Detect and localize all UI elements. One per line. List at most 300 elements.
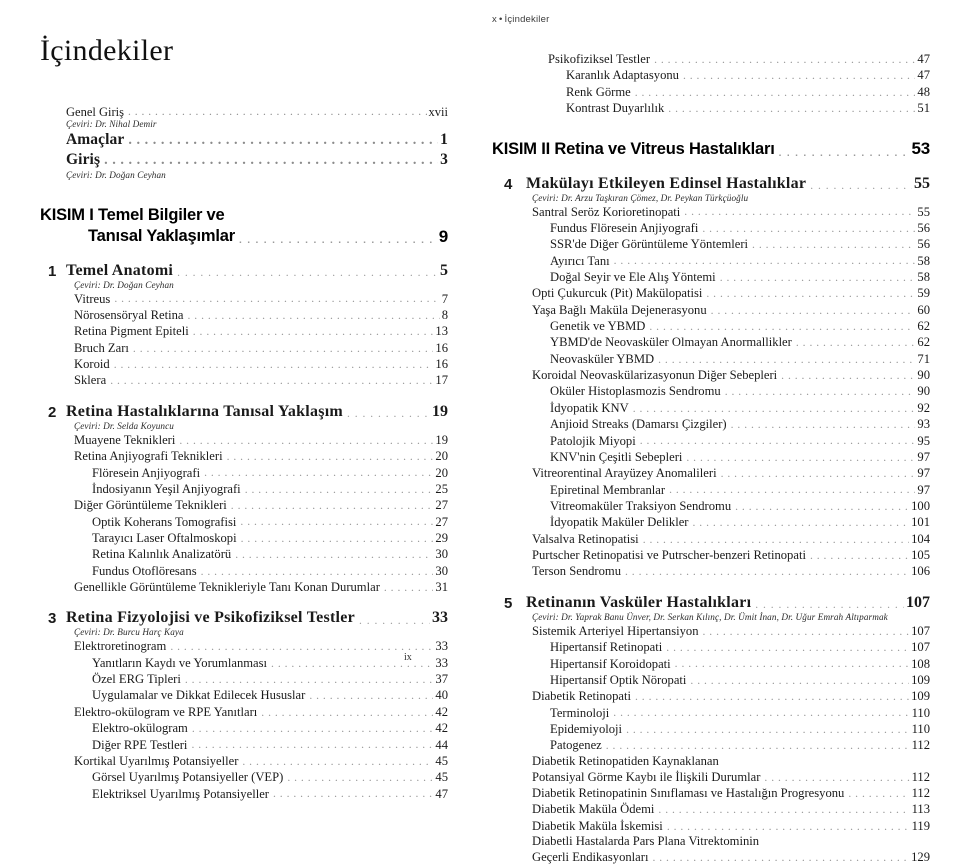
toc-entry-page: 40 [435,688,448,703]
toc-entry[interactable] [74,291,448,307]
toc-entry-label: Hipertansif Koroidopati [550,656,671,671]
toc-entry-label: Santral Seröz Korioretinopati [532,204,681,219]
toc-entry-label: KNV'nin Çeşitli Sebepleri [550,449,683,464]
toc-entry-page: 71 [917,351,930,366]
toc-entry-label: Uygulamalar ve Dikkat Edilecek Hususlar [92,688,306,703]
toc-entry-page: 47 [435,786,448,801]
toc-entry[interactable] [532,721,930,737]
toc-entry[interactable] [532,318,930,334]
toc-entry[interactable] [74,514,448,530]
part-heading-line2: Tanısal Yaklaşımlar [88,227,235,246]
toc-entry[interactable] [532,302,930,318]
leader-dots [626,725,910,738]
toc-entry[interactable] [532,285,930,301]
part-heading-line2-row [40,226,448,248]
leader-dots [104,155,438,171]
toc-entry-page: 58 [917,269,930,284]
toc-entry-label: Vitreomaküler Traksiyon Sendromu [550,499,732,513]
toc-entry-page: 101 [911,515,930,530]
toc-entry-label: Bruch Zarı [74,340,129,355]
toc-entry-page: 129 [911,850,930,865]
chapter-entries [492,193,930,580]
part-page-number: 9 [438,226,448,246]
toc-entry[interactable] [532,688,930,704]
toc-entry-label: Diabetik Retinopatiden Kaynaklanan [532,753,719,768]
leader-dots [731,420,916,433]
page-title: İçindekiler [40,34,174,67]
chapter-entries [492,612,930,865]
front-matter-list [66,104,448,180]
toc-entry[interactable] [532,769,930,785]
toc-entry[interactable] [532,849,930,865]
toc-entry-label: SSR'de Diğer Görüntüleme Yöntemleri [550,237,749,252]
chapter-heading[interactable] [40,609,448,627]
leader-dots [177,264,438,280]
toc-entry-label: Valsalva Retinopatisi [532,531,639,546]
toc-entry[interactable] [532,416,930,432]
toc-entry[interactable] [74,432,448,448]
chapter-heading[interactable] [40,403,448,421]
chapter-number: 4 [504,175,513,193]
leader-dots [170,642,433,655]
toc-entry-page: 20 [435,449,448,464]
leader-dots [110,376,433,389]
chapter-entries [40,280,448,389]
toc-entry[interactable] [532,253,930,269]
toc-entry[interactable] [532,656,930,672]
leader-dots [764,772,909,785]
chapter-block [492,175,930,580]
leader-dots [643,534,909,547]
translator-credit: Çeviri: Dr. Arzu Taşkıran Çömez, Dr. Peykan Türkçüoğlu [532,192,749,203]
toc-entry-label: Muayene Teknikleri [74,432,176,447]
toc-entry[interactable] [74,769,448,785]
toc-entry[interactable] [532,834,930,849]
toc-entry-page: 95 [917,433,930,448]
leader-dots [848,789,909,802]
toc-entry[interactable] [74,655,448,671]
toc-entry-label: Diğer RPE Testleri [92,737,188,752]
toc-entry[interactable] [74,546,448,562]
toc-entry[interactable] [532,737,930,753]
toc-entry[interactable] [548,51,930,67]
toc-entry-page: 29 [435,530,448,545]
chapter-page-number: 55 [914,174,930,192]
toc-entry[interactable] [548,84,930,100]
leader-dots [179,436,433,449]
leader-dots [201,566,434,579]
chapter-number: 1 [48,262,57,280]
toc-entry-page: 97 [917,466,930,481]
continued-entries-list [492,51,930,116]
leader-dots [796,338,916,351]
toc-entry[interactable] [74,563,448,579]
toc-entry-page: 110 [911,721,930,736]
leader-dots [606,741,910,754]
translator-credit: Çeviri: Dr. Doğan Ceyhan [66,169,166,180]
toc-entry-page: 110 [911,705,930,720]
translator-credit: Çeviri: Dr. Selda Koyuncu [74,420,174,431]
folio-page-number: ix [404,652,412,663]
toc-entry-page: 47 [917,68,930,83]
leader-dots [721,469,916,482]
chapter-block [492,594,930,865]
toc-entry-label: Opti Çukurcuk (Pit) Makülopatisi [532,286,703,301]
toc-entry-page: 109 [911,672,930,687]
toc-entry[interactable] [74,481,448,497]
toc-entry[interactable] [532,465,930,481]
toc-entry-label: Doğal Seyir ve Ele Alış Yöntemi [550,269,716,284]
toc-entry[interactable] [532,204,930,220]
leader-dots [245,485,434,498]
leader-dots [690,676,909,689]
running-head-label: İçindekiler [504,14,550,25]
toc-entry[interactable] [532,383,930,399]
toc-entry-page: 109 [911,689,930,704]
leader-dots [133,343,434,356]
toc-entry[interactable] [74,786,448,802]
chapter-entries [40,627,448,802]
leader-dots [287,773,433,786]
leader-dots [114,294,439,307]
toc-entry[interactable] [532,449,930,465]
leader-dots [633,404,916,417]
toc-entry-label: Genetik ve YBMD [550,319,646,334]
left-page [0,0,480,801]
toc-entry-label: Kontrast Duyarlılık [566,101,665,116]
chapter-number: 3 [48,610,57,628]
toc-entry-label: Terson Sendromu [532,564,622,579]
chapter-page-number: 19 [432,402,448,420]
toc-entry-page: 30 [435,563,448,578]
toc-entry[interactable] [74,340,448,356]
front-matter-entry[interactable] [66,130,448,150]
leader-dots [735,502,909,515]
leader-dots [666,643,909,656]
toc-entry[interactable] [548,67,930,83]
toc-entry-label: Sistemik Arteriyel Hipertansiyon [532,623,699,638]
leader-dots [614,256,916,269]
toc-entry-label: Hipertansif Retinopati [550,640,663,655]
toc-entry[interactable] [74,530,448,546]
toc-entry[interactable] [74,497,448,513]
toc-entry[interactable] [532,498,930,514]
front-matter-page: 1 [440,131,448,149]
toc-entry-page: 31 [435,580,448,595]
toc-entry[interactable] [532,672,930,688]
chapter-heading[interactable] [492,594,930,612]
toc-entry-page: 62 [917,319,930,334]
toc-entry[interactable] [74,307,448,323]
toc-entry-label: Geçerli Endikasyonları [532,850,649,865]
toc-entry-label: İdyopatik Maküler Delikler [550,515,689,530]
front-matter-page: 3 [440,151,448,169]
chapter-block [40,403,448,596]
leader-dots [675,659,909,672]
translator-credit: Çeviri: Dr. Nihal Demir [66,119,157,130]
leader-dots [384,583,434,596]
toc-entry-page: 56 [917,237,930,252]
toc-entry-page: 90 [917,368,930,383]
toc-entry-page: 112 [911,786,930,801]
toc-entry-page: 112 [911,769,930,784]
toc-entry[interactable] [532,531,930,547]
leader-dots [242,757,433,770]
part-heading-kisim-1 [40,206,448,248]
chapter-heading[interactable] [40,262,448,280]
leader-dots [192,724,434,737]
toc-entry-label: Epiretinal Membranlar [550,482,666,497]
toc-entry-label: Neovasküler YBMD [550,351,655,366]
toc-entry-label: Sklera [74,373,107,388]
toc-entry-page: 97 [917,449,930,464]
toc-entry-page: 30 [435,547,448,562]
leader-dots [779,144,910,161]
leader-dots [706,289,915,302]
toc-entry-label: Nörosensöryal Retina [74,307,184,322]
toc-entry-label: Vitreus [74,291,111,306]
leader-dots [669,485,915,498]
leader-dots [781,371,915,384]
toc-entry-label: Retina Anjiyografi Teknikleri [74,449,223,464]
toc-entry[interactable] [532,623,930,639]
toc-entry-page: 90 [917,384,930,399]
leader-dots [231,501,434,514]
toc-entry[interactable] [532,351,930,367]
leader-dots [185,675,434,688]
translator-credit: Çeviri: Dr. Burcu Harç Kaya [74,627,184,638]
leader-dots [658,805,909,818]
toc-entry[interactable] [532,269,930,285]
toc-entry-label: Psikofiziksel Testler [548,52,651,66]
toc-entry[interactable] [532,705,930,721]
toc-entry-page: 59 [917,286,930,301]
leader-dots [235,550,433,563]
chapter-title: Retina Hastalıklarına Tanısal Yaklaşım [66,402,343,420]
toc-entry-label: Hipertansif Optik Nöropati [550,672,687,687]
chapter-title: Retina Fizyolojisi ve Psikofiziksel Testler [66,609,355,627]
toc-entry[interactable] [74,720,448,736]
toc-entry-label: Fundus Otoflöresans [92,563,197,578]
front-matter-label: Amaçlar [66,131,125,149]
leader-dots [241,534,434,547]
chapter-number: 5 [504,594,513,612]
toc-entry-label: Elektro-okülogram [92,721,188,736]
toc-entry[interactable] [532,563,930,579]
leader-dots [702,224,915,237]
chapter-page-number: 5 [440,261,448,279]
toc-entry[interactable] [74,704,448,720]
leader-dots [668,104,915,117]
toc-entry-page: 13 [435,324,448,339]
toc-entry-label: Yanıtların Kaydı ve Yorumlanması [92,655,268,670]
leader-dots [227,452,434,465]
toc-entry[interactable] [548,100,930,116]
toc-entry-page: 27 [435,514,448,529]
toc-entry[interactable] [74,465,448,481]
toc-entry[interactable] [74,753,448,769]
toc-entry[interactable] [74,372,448,388]
toc-entry-page: 33 [435,655,448,670]
toc-entry-page: 20 [435,465,448,480]
leader-dots [725,387,916,400]
toc-entry-page: 92 [917,400,930,415]
chapter-entries [40,421,448,596]
toc-entry[interactable] [74,687,448,703]
leader-dots [640,436,916,449]
right-page [480,0,960,865]
leader-dots [658,355,915,368]
toc-entry-page: 112 [911,738,930,753]
toc-entry[interactable] [74,737,448,753]
toc-entry[interactable] [532,514,930,530]
toc-entry-page: 42 [435,721,448,736]
leader-dots [273,789,433,802]
toc-entry-page: 107 [911,623,930,638]
toc-entry[interactable] [74,671,448,687]
leader-dots [752,240,915,253]
toc-entry[interactable] [532,785,930,801]
toc-entry-label: Diabetik Retinopati [532,689,631,704]
part-heading-line1: KISIM I Temel Bilgiler ve [40,205,225,224]
toc-entry-label: Potansiyal Görme Kaybı ile İlişkili Durumlar [532,769,761,784]
toc-entry-page: 93 [917,417,930,432]
toc-entry-label: Elektroretinogram [74,639,167,654]
leader-dots [114,360,434,373]
chapter-title: Retinanın Vasküler Hastalıkları [526,593,752,611]
toc-entry[interactable] [532,754,930,769]
toc-entry-label: Ayırıcı Tanı [550,253,610,268]
leader-dots [720,273,916,286]
chapter-heading[interactable] [492,175,930,193]
chapter-block [40,609,448,802]
toc-entry[interactable] [532,334,930,350]
leader-dots [347,405,430,421]
leader-dots [128,135,438,151]
toc-entry-page: 37 [435,672,448,687]
toc-entry-page: 16 [435,340,448,355]
toc-entry-label: Oküler Histoplasmozis Sendromu [550,384,721,399]
toc-entry-label: Genellikle Görüntüleme Teknikleriyle Tanı Konan Durumlar [74,580,380,595]
leader-dots [684,207,915,220]
toc-entry[interactable] [74,579,448,595]
leader-dots [755,596,904,612]
leader-dots [240,517,433,530]
chapter-page-number: 107 [906,593,930,611]
leader-dots [261,708,433,721]
front-matter-entry[interactable] [66,104,448,129]
toc-entry-label: Diabetik Maküla İskemisi [532,818,663,833]
toc-entry-page: 56 [917,220,930,235]
toc-entry-label: Görsel Uyarılmış Potansiyeller (VEP) [92,770,284,785]
toc-entry-label: Patolojik Miyopi [550,433,636,448]
toc-entry[interactable] [74,323,448,339]
toc-entry[interactable] [74,638,448,654]
toc-entry-page: 42 [435,704,448,719]
toc-entry[interactable] [532,400,930,416]
toc-entry-label: Kortikal Uyarılmış Potansiyeller [74,753,239,768]
leader-dots [693,518,910,531]
toc-entry[interactable] [532,482,930,498]
toc-entry-page: 119 [911,818,930,833]
leader-dots [187,311,439,324]
running-head [492,14,930,25]
leader-dots [683,71,915,84]
left-chapters [40,262,448,802]
leader-dots [649,322,915,335]
leader-dots [711,305,916,318]
toc-entry[interactable] [532,818,930,834]
toc-entry-page: 45 [435,753,448,768]
leader-dots [652,853,909,865]
toc-entry[interactable] [532,433,930,449]
chapter-page-number: 33 [432,609,448,627]
toc-entry-page: 16 [435,357,448,372]
right-chapters [492,175,930,865]
toc-entry-label: Renk Görme [566,84,631,99]
toc-entry-page: 108 [911,656,930,671]
leader-dots [635,692,909,705]
front-matter-label: Genel Giriş [66,105,124,119]
toc-entry-page: 45 [435,770,448,785]
toc-entry-label: Flöresein Anjiyografi [92,465,201,480]
toc-entry-page: 19 [435,432,448,447]
toc-entry-page: 33 [435,639,448,654]
toc-entry-label: Diğer Görüntüleme Teknikleri [74,498,227,513]
toc-entry-label: Yaşa Bağlı Maküla Dejenerasyonu [532,302,707,317]
leader-dots [191,740,433,753]
toc-entry[interactable] [532,367,930,383]
leader-dots [309,691,433,704]
toc-entry[interactable] [532,801,930,817]
leader-dots [667,822,910,835]
leader-dots [686,453,915,466]
toc-entry-label: Özel ERG Tipleri [92,672,181,687]
toc-entry-page: 100 [911,499,930,513]
toc-entry-label: Elektro-okülogram ve RPE Yanıtları [74,704,258,719]
toc-entry-label: Diabetik Maküla Ödemi [532,802,655,817]
toc-entry[interactable] [74,448,448,464]
front-matter-page: xvii [428,105,448,119]
toc-entry-label: Diabetli Hastalarda Pars Plana Vitrektominin [532,834,760,849]
leader-dots [128,108,427,121]
leader-dots [810,551,909,564]
toc-entry[interactable] [74,356,448,372]
front-matter-label: Giriş [66,151,101,169]
toc-entry-label: Retina Kalınlık Analizatörü [92,547,232,562]
toc-entry-label: Koroidal Neovaskülarizasyonun Diğer Sebepleri [532,368,778,383]
toc-entry-page: 7 [441,291,448,306]
toc-entry[interactable] [532,639,930,655]
running-head-separator: • [498,14,503,25]
leader-dots [810,177,912,193]
leader-dots [635,87,916,100]
translator-credit: Çeviri: Dr. Yaprak Banu Ünver, Dr. Serkan Kılınç, Dr. Ümit İnan, Dr. Uğur Emrah Altıparmak [532,611,888,622]
chapter-title: Makülayı Etkileyen Edinsel Hastalıklar [526,174,807,192]
toc-entry[interactable] [532,220,930,236]
toc-entry-label: İndosiyanın Yeşil Anjiyografi [92,481,241,496]
toc-entry-page: 62 [917,335,930,350]
toc-entry-label: Purtscher Retinopatisi ve Putrscher-benzeri Retinopati [532,548,806,563]
front-matter-entry[interactable] [66,150,448,179]
toc-entry[interactable] [532,547,930,563]
toc-entry-label: İdyopatik KNV [550,400,629,415]
toc-entry-label: Elektriksel Uyarılmış Potansiyeller [92,786,269,801]
toc-entry-page: 60 [917,302,930,317]
toc-entry-label: Terminoloji [550,705,610,720]
toc-entry-page: 106 [911,564,930,579]
toc-entry[interactable] [532,236,930,252]
